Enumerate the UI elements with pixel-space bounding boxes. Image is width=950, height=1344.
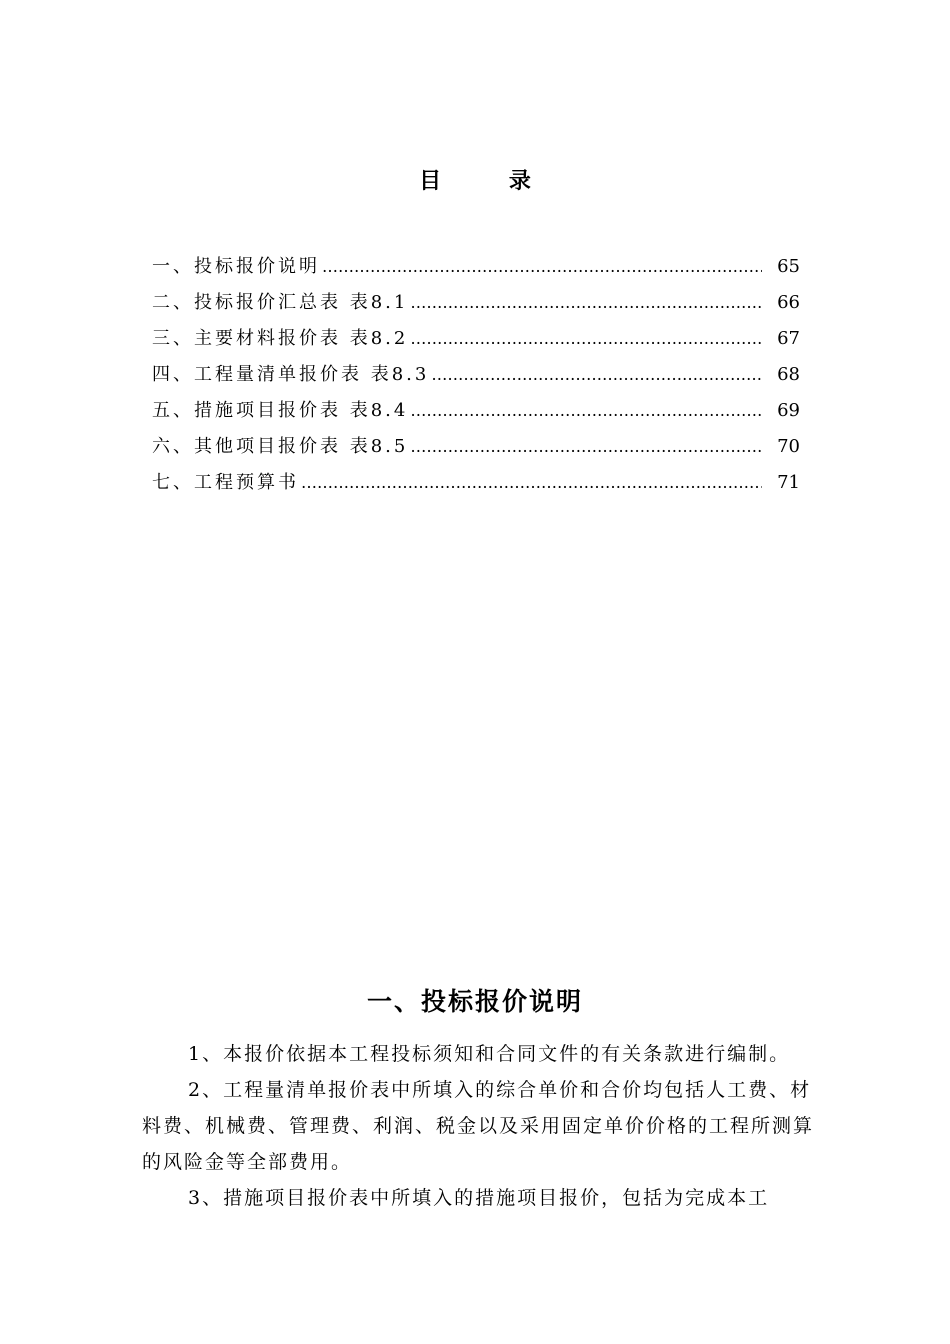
toc-item-page: 68 xyxy=(777,364,800,385)
toc-item[interactable] xyxy=(152,324,800,360)
toc-leader-dots xyxy=(301,473,762,492)
toc-item-page: 67 xyxy=(777,328,800,349)
toc-item-label: 七、工程预算书 xyxy=(152,472,299,493)
toc-item[interactable] xyxy=(152,396,800,432)
paragraph: 1、本报价依据本工程投标须知和合同文件的有关条款进行编制。 xyxy=(188,1043,791,1065)
toc-title: 目 录 xyxy=(419,169,561,194)
toc-item[interactable] xyxy=(152,432,800,468)
section-body xyxy=(142,1036,822,1216)
toc-leader-dots xyxy=(410,329,762,348)
toc-leader-dots xyxy=(410,437,762,456)
toc-item-page: 69 xyxy=(777,400,800,421)
toc-item-label: 二、投标报价汇总表 表8.1 xyxy=(152,292,409,313)
paragraph: 2、工程量清单报价表中所填入的综合单价和合价均包括人工费、材料费、机械费、管理费、利润、税金以及采用固定单价价格的工程所测算的风险金等全部费用。 xyxy=(142,1079,815,1173)
paragraph: 3、措施项目报价表中所填入的措施项目报价，包括为完成本工 xyxy=(188,1187,770,1209)
toc-leader-dots xyxy=(410,401,762,420)
toc-leader-dots xyxy=(431,365,762,384)
toc-item-label: 四、工程量清单报价表 表8.3 xyxy=(152,364,430,385)
toc-item[interactable] xyxy=(152,288,800,324)
toc-item-page: 66 xyxy=(777,292,800,313)
toc-item-page: 71 xyxy=(777,472,800,493)
toc-item[interactable] xyxy=(152,468,800,504)
toc-item-page: 65 xyxy=(777,256,800,277)
toc-item-label: 一、投标报价说明 xyxy=(152,256,320,277)
toc-item[interactable] xyxy=(152,360,800,396)
toc-item-page: 70 xyxy=(777,436,800,457)
table-of-contents xyxy=(152,252,800,504)
toc-item-label: 五、措施项目报价表 表8.4 xyxy=(152,400,409,421)
section-title: 一、投标报价说明 xyxy=(366,987,583,1016)
toc-leader-dots xyxy=(322,257,762,276)
toc-item-label: 三、主要材料报价表 表8.2 xyxy=(152,328,409,349)
toc-item[interactable] xyxy=(152,252,800,288)
toc-item-label: 六、其他项目报价表 表8.5 xyxy=(152,436,409,457)
toc-leader-dots xyxy=(410,293,762,312)
